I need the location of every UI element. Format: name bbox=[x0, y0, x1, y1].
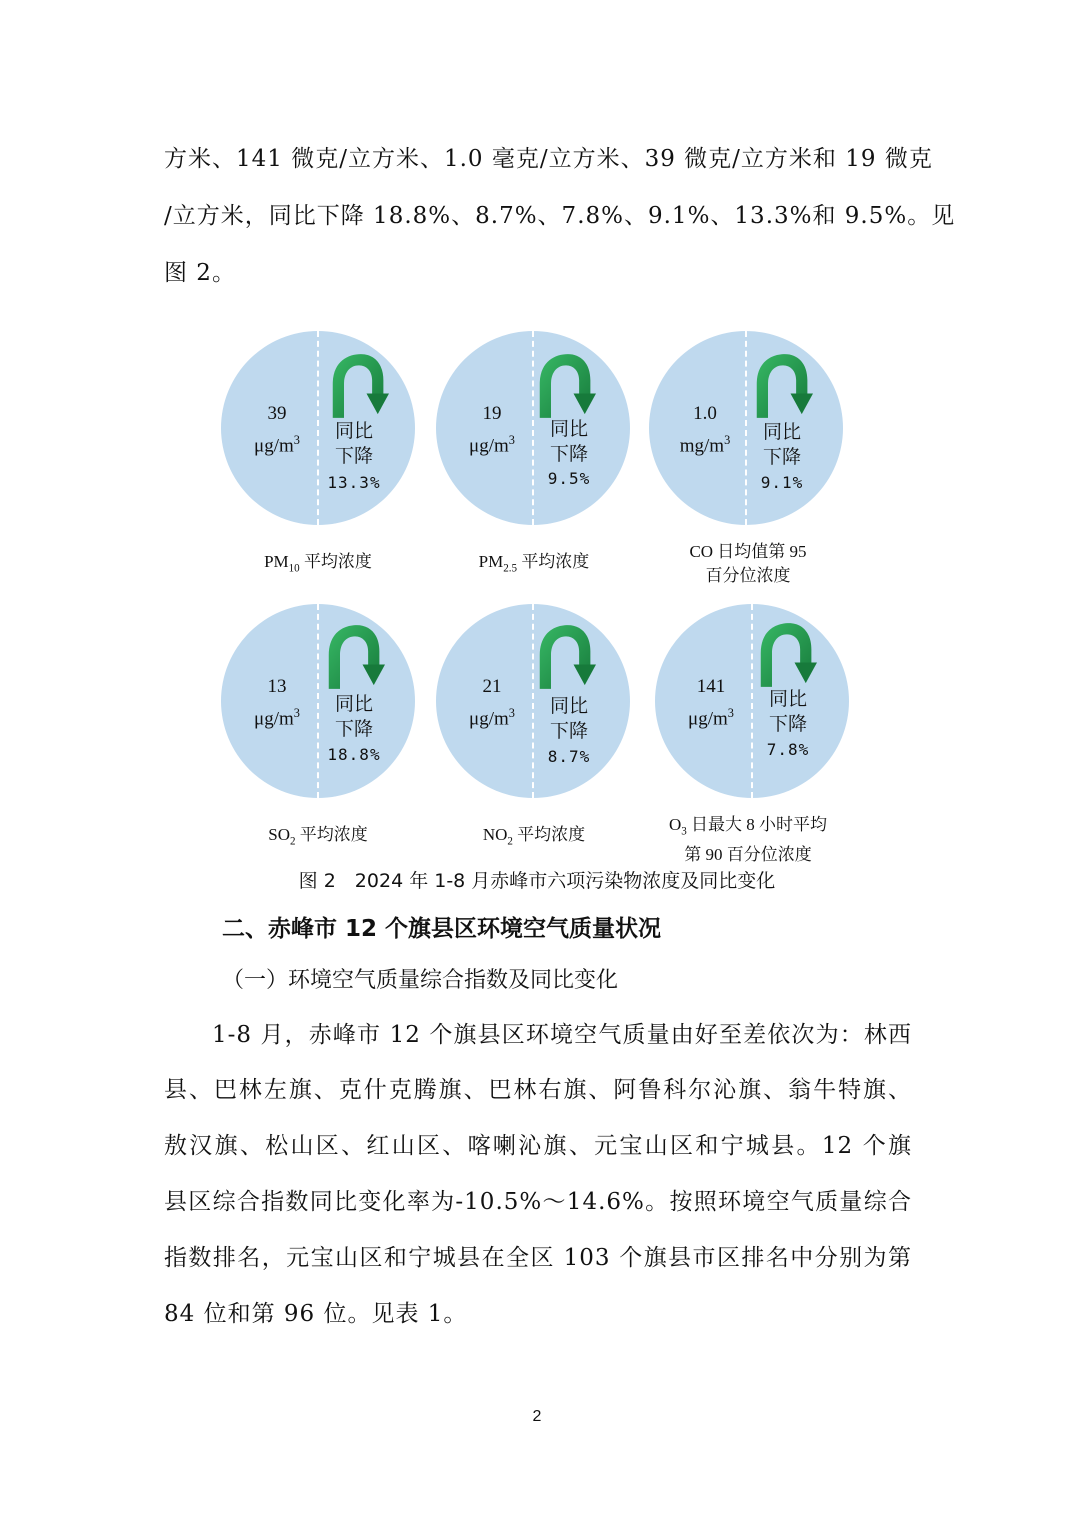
intro-line-3: 图 2。 bbox=[164, 260, 236, 286]
pm10-value: 39 bbox=[267, 403, 287, 424]
o3-pct: 7.8% bbox=[766, 740, 810, 759]
no2-pct: 8.7% bbox=[547, 747, 591, 766]
o3-unit: $\mu g/m^3$ bbox=[688, 706, 734, 730]
compare-label-2: 下降 bbox=[549, 443, 588, 465]
no2-value: 21 bbox=[482, 676, 502, 697]
pm10-pct: 13.3% bbox=[327, 473, 381, 492]
section-heading: 二、赤峰市 12 个旗县区环境空气质量状况 bbox=[222, 916, 662, 942]
paragraph-line-1: 1-8 月，赤峰市 12 个旗县区环境空气质量由好至差依次为：林西 bbox=[212, 1022, 912, 1048]
decrease-arrow-icon bbox=[325, 622, 385, 692]
co-caption: CO 日均值第 95 百分位浓度 bbox=[689, 542, 807, 585]
so2-unit: $\mu g/m^3$ bbox=[254, 706, 300, 730]
pm10-circle bbox=[221, 331, 415, 525]
paragraph-line-3: 敖汉旗、松山区、红山区、喀喇沁旗、元宝山区和宁城县。12 个旗 bbox=[164, 1133, 912, 1159]
decrease-arrow-icon bbox=[757, 620, 817, 690]
so2-pct: 18.8% bbox=[327, 745, 381, 764]
intro-line-2: /立方米，同比下降 18.8%、8.7%、7.8%、9.1%、13.3%和 9.5%。见 bbox=[164, 203, 956, 229]
compare-label-1: 同比 bbox=[549, 418, 588, 440]
o3-circle bbox=[655, 604, 849, 798]
pm25-value: 19 bbox=[482, 403, 502, 424]
compare-label-2: 下降 bbox=[762, 446, 801, 468]
no2-circle bbox=[436, 604, 630, 798]
compare-label-1: 同比 bbox=[768, 688, 807, 710]
co-circle bbox=[649, 331, 843, 525]
paragraph-line-2: 县、巴林左旗、克什克腾旗、巴林右旗、阿鲁科尔沁旗、翁牛特旗、 bbox=[164, 1077, 912, 1103]
pm25-caption: $PM_{2.5}$ 平均浓度 bbox=[478, 552, 590, 575]
so2-circle bbox=[221, 604, 415, 798]
co-pct: 9.1% bbox=[760, 473, 804, 492]
compare-label-1: 同比 bbox=[762, 421, 801, 443]
co-unit: $mg/m^3$ bbox=[679, 433, 731, 457]
pm25-circle bbox=[436, 331, 630, 525]
no2-unit: $\mu g/m^3$ bbox=[469, 706, 515, 730]
paragraph-line-4: 县区综合指数同比变化率为-10.5%～14.6%。按照环境空气质量综合 bbox=[164, 1189, 912, 1215]
decrease-arrow-icon bbox=[753, 351, 813, 421]
compare-label-2: 下降 bbox=[549, 720, 588, 742]
compare-label-1: 同比 bbox=[334, 693, 373, 715]
decrease-arrow-icon bbox=[536, 351, 596, 421]
compare-label-1: 同比 bbox=[334, 420, 373, 442]
o3-value: 141 bbox=[696, 676, 726, 697]
figure-title: 图 2 2024 年 1-8 月赤峰市六项污染物浓度及同比变化 bbox=[298, 870, 776, 892]
o3-caption: $O_3$ 日最大 8 小时平均 第 90 百分位浓度 bbox=[668, 815, 828, 865]
co-value: 1.0 bbox=[693, 403, 717, 424]
paragraph-line-5: 指数排名，元宝山区和宁城县在全区 103 个旗县市区排名中分别为第 bbox=[164, 1245, 912, 1271]
intro-line-1: 方米、141 微克/立方米、1.0 毫克/立方米、39 微克/立方米和 19 微克 bbox=[164, 146, 933, 172]
section-subheading: （一）环境空气质量综合指数及同比变化 bbox=[222, 968, 619, 993]
paragraph-line-6: 84 位和第 96 位。见表 1。 bbox=[164, 1301, 468, 1327]
compare-label-1: 同比 bbox=[549, 695, 588, 717]
compare-label-2: 下降 bbox=[334, 718, 373, 740]
pm10-unit: $\mu g/m^3$ bbox=[254, 433, 300, 457]
pm25-pct: 9.5% bbox=[547, 469, 591, 488]
page-number: 2 bbox=[532, 1408, 542, 1425]
so2-value: 13 bbox=[267, 676, 287, 697]
so2-caption: $SO_2$ 平均浓度 bbox=[268, 825, 368, 848]
decrease-arrow-icon bbox=[536, 622, 596, 692]
pm10-caption: $PM_{10}$ 平均浓度 bbox=[264, 552, 372, 575]
no2-caption: $NO_2$ 平均浓度 bbox=[482, 825, 586, 848]
decrease-arrow-icon bbox=[329, 351, 389, 421]
pm25-unit: $\mu g/m^3$ bbox=[469, 433, 515, 457]
compare-label-2: 下降 bbox=[334, 445, 373, 467]
compare-label-2: 下降 bbox=[768, 713, 807, 735]
